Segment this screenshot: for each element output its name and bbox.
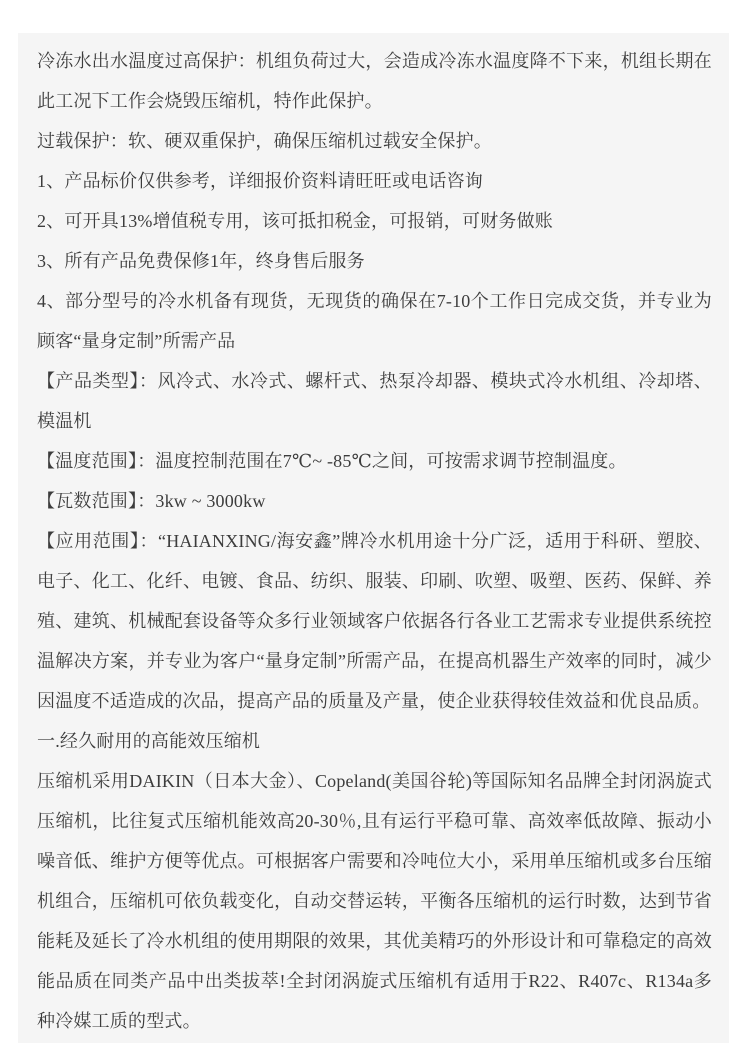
description-text: [37, 41, 712, 1041]
paragraph: 2、可开具13%增值税专用，该可抵扣税金，可报销，可财务做账: [37, 211, 553, 231]
paragraph: 压缩机采用DAIKIN（日本大金）、Copeland(美国谷轮)等国际知名品牌全封闭涡旋式压缩机，比往复式压缩机能效高20-30％,且有运行平稳可靠、高效率低故障、振动小噪音低、维护方便等优点。可根据客户需要和冷吨位大小，采用单压缩机或多台压缩机组合，压缩机可依负载变化，自动交替运转，平衡各压缩机的运行时数，达到节省能耗及延长了冷水机组的使用期限的效果，其优美精巧的外形设计和可靠稳定的高效能品质在同类产品中出类拔萃!全封闭涡旋式压缩机有适用于R22、R407c、R134a多种冷媒工质的型式。: [37, 771, 712, 1031]
paragraph: 过载保护：软、硬双重保护，确保压缩机过载安全保护。: [37, 131, 492, 151]
paragraph: 3、所有产品免费保修1年，终身售后服务: [37, 251, 365, 271]
paragraph: 【瓦数范围】：3kw ~ 3000kw: [37, 491, 266, 511]
paragraph: 4、部分型号的冷水机备有现货，无现货的确保在7-10个工作日完成交货，并专业为顾客“量身定制”所需产品: [37, 291, 712, 351]
paragraph: 冷冻水出水温度过高保护：机组负荷过大，会造成冷冻水温度降不下来，机组长期在此工况下工作会烧毁压缩机，特作此保护。: [37, 51, 712, 111]
product-description-panel: [18, 33, 729, 1043]
paragraph: 【应用范围】：“HAIANXING/海安鑫”牌冷水机用途十分广泛，适用于科研、塑胶、电子、化工、化纤、电镀、食品、纺织、服装、印刷、吹塑、吸塑、医药、保鲜、养殖、建筑、机械配套设备等众多行业领域客户依据各行各业工艺需求专业提供系统控温解决方案，并专业为客户“量身定制”所需产品，在提高机器生产效率的同时，减少因温度不适造成的次品，提高产品的质量及产量，使企业获得较佳效益和优良品质。: [37, 531, 712, 711]
paragraph: 1、产品标价仅供参考，详细报价资料请旺旺或电话咨询: [37, 171, 483, 191]
paragraph: 【产品类型】：风冷式、水冷式、螺杆式、热泵冷却器、模块式冷水机组、冷却塔、模温机: [37, 371, 712, 431]
paragraph: 【温度范围】：温度控制范围在7℃~ -85℃之间，可按需求调节控制温度。: [37, 451, 627, 471]
paragraph: 一.经久耐用的高能效压缩机: [37, 731, 261, 751]
